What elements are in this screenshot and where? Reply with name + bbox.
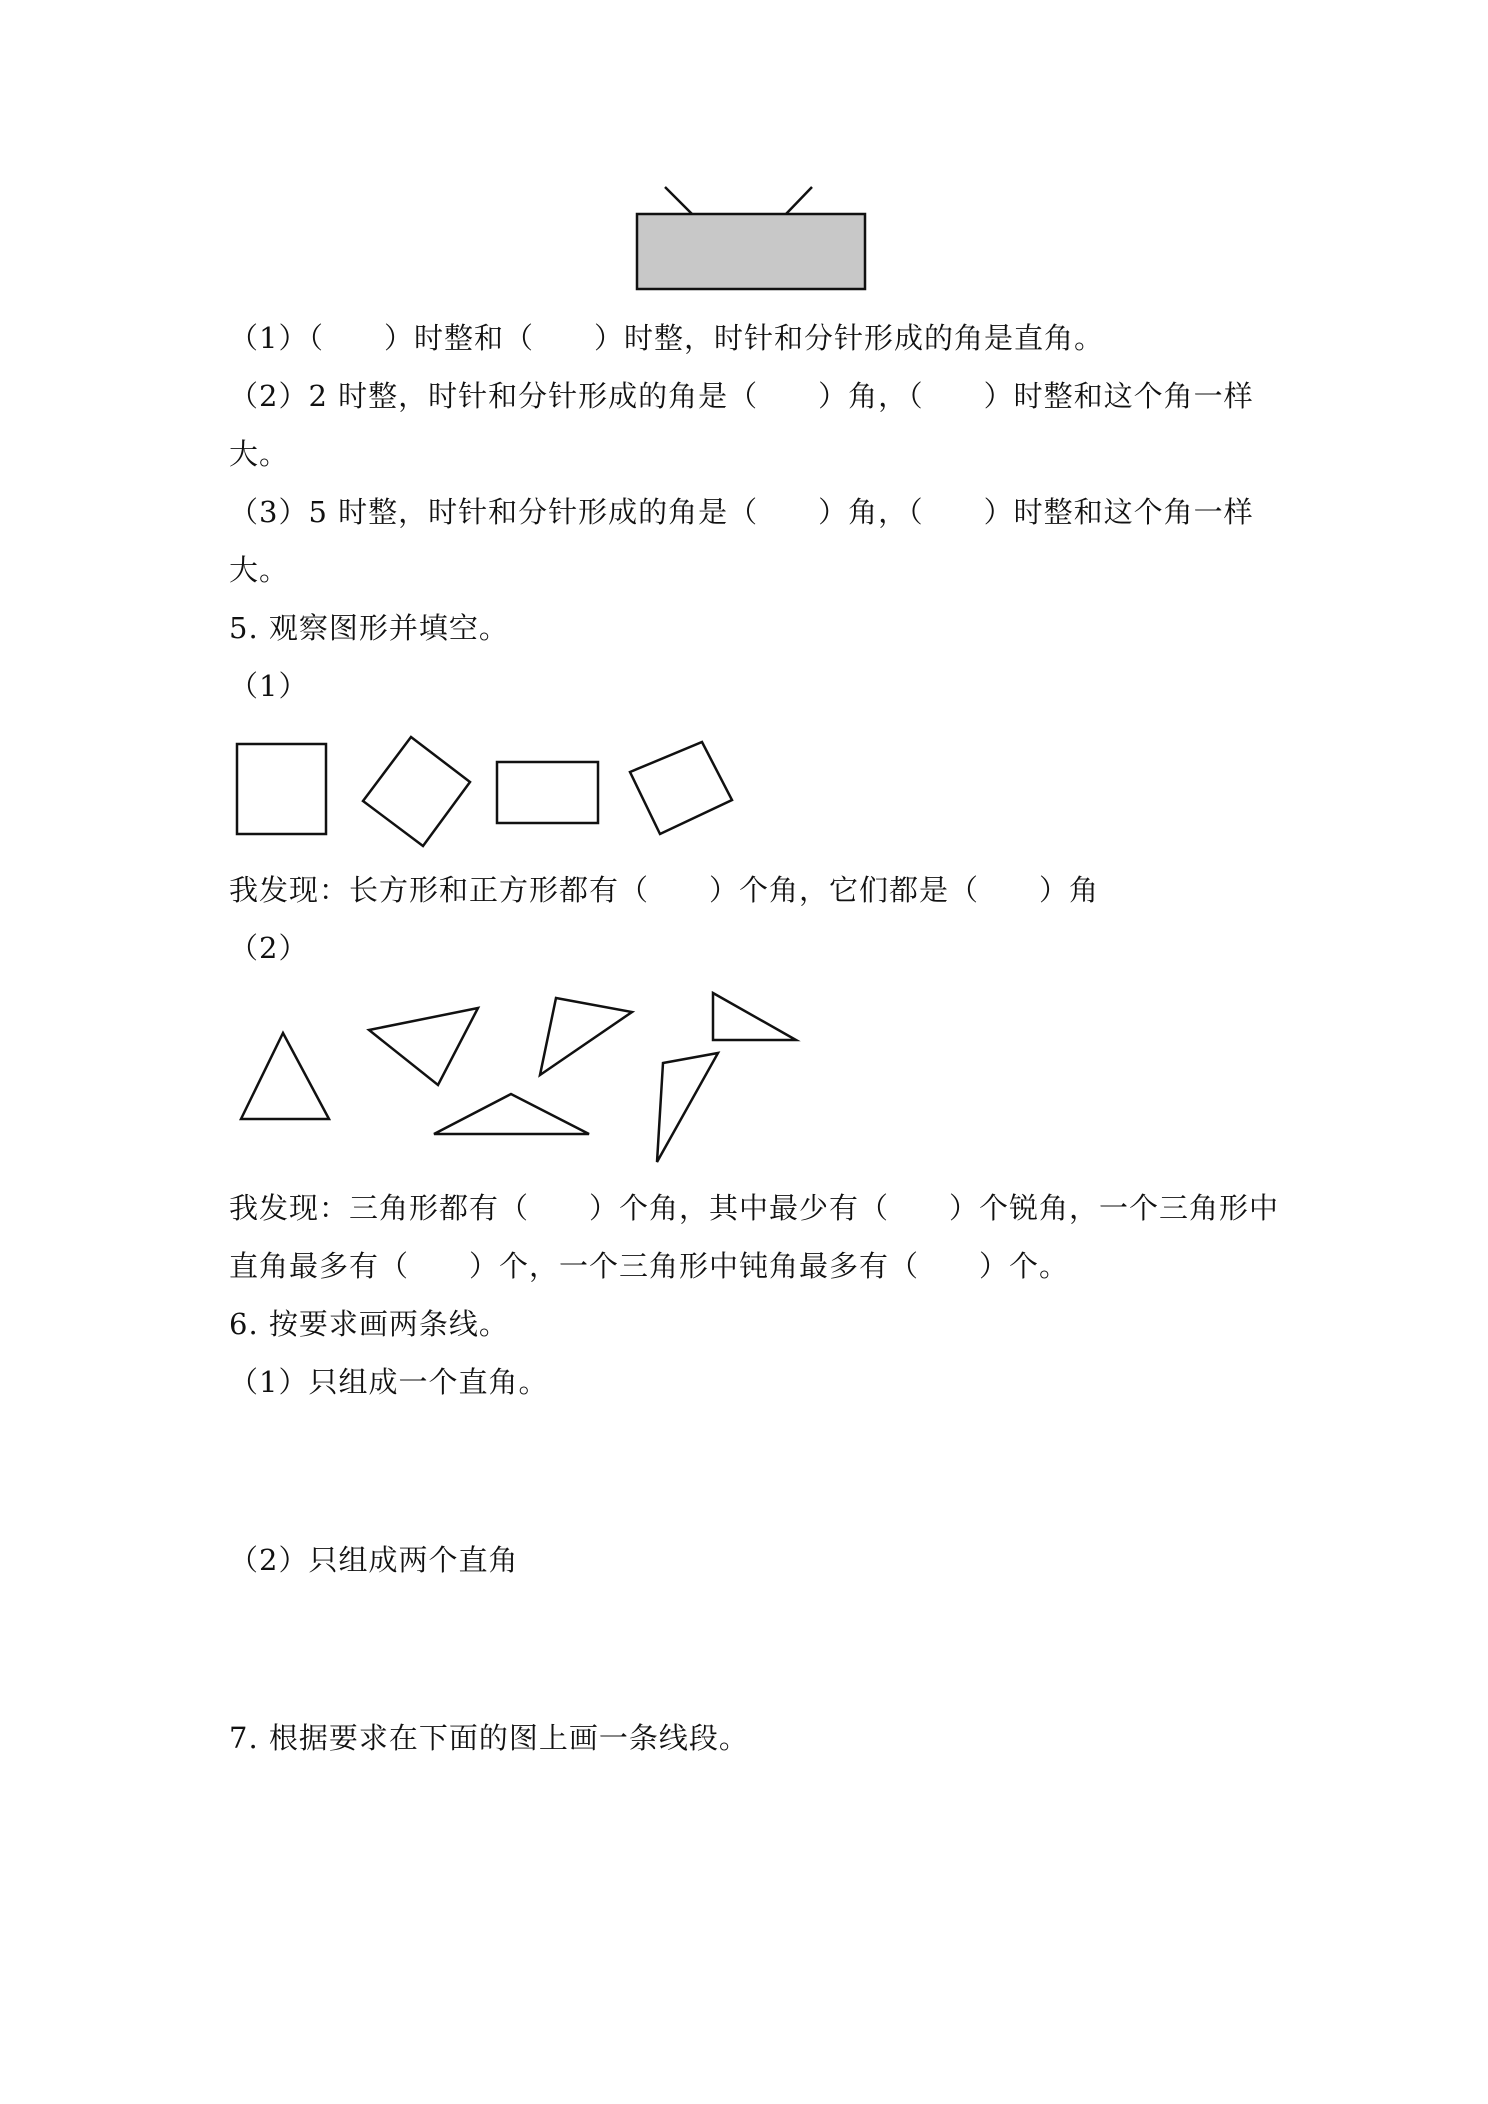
clock-face xyxy=(637,214,865,289)
tilted-square-shape xyxy=(363,737,470,846)
clock-hand-right xyxy=(786,187,812,214)
q6-part2: （2）只组成两个直角 xyxy=(229,1543,519,1577)
triangle-shape-2 xyxy=(369,1008,478,1085)
q4-part3-line1: （3）5 时整，时针和分针形成的角是（ ）角，（ ）时整和这个角一样 xyxy=(229,495,1254,529)
triangle-shape-4 xyxy=(713,993,796,1040)
tilted-rectangle-shape xyxy=(630,742,732,834)
rectangle-shape xyxy=(497,762,598,823)
q6-title: 6. 按要求画两条线。 xyxy=(229,1307,509,1341)
triangle-shape-3 xyxy=(540,998,632,1075)
quadrilateral-shapes xyxy=(0,720,1488,860)
q7-title: 7. 根据要求在下面的图上画一条线段。 xyxy=(229,1721,749,1755)
triangle-shape-6 xyxy=(657,1053,718,1162)
triangle-shape-5 xyxy=(434,1094,589,1134)
q5-part1-finding: 我发现：长方形和正方形都有（ ）个角，它们都是（ ）角 xyxy=(229,873,1100,907)
q5-part2-label: （2） xyxy=(229,931,309,965)
triangle-shape-1 xyxy=(241,1033,329,1119)
q5-part2-finding-line2: 直角最多有（ ）个，一个三角形中钝角最多有（ ）个。 xyxy=(229,1249,1070,1283)
clock-hand-left xyxy=(665,187,692,214)
q4-part2-line2: 大。 xyxy=(229,437,290,471)
q6-part1: （1）只组成一个直角。 xyxy=(229,1365,549,1399)
clock-figure xyxy=(0,0,1488,320)
q4-part2-line1: （2）2 时整，时针和分针形成的角是（ ）角，（ ）时整和这个角一样 xyxy=(229,379,1254,413)
q5-part1-label: （1） xyxy=(229,669,309,703)
triangle-shapes xyxy=(0,980,1488,1170)
q5-part2-finding-line1: 我发现：三角形都有（ ）个角，其中最少有（ ）个锐角，一个三角形中 xyxy=(229,1191,1280,1225)
square-shape xyxy=(237,744,326,834)
q4-part1: （1）（ ）时整和（ ）时整，时针和分针形成的角是直角。 xyxy=(229,321,1104,355)
q4-part3-line2: 大。 xyxy=(229,553,290,587)
q5-title: 5. 观察图形并填空。 xyxy=(229,611,509,645)
